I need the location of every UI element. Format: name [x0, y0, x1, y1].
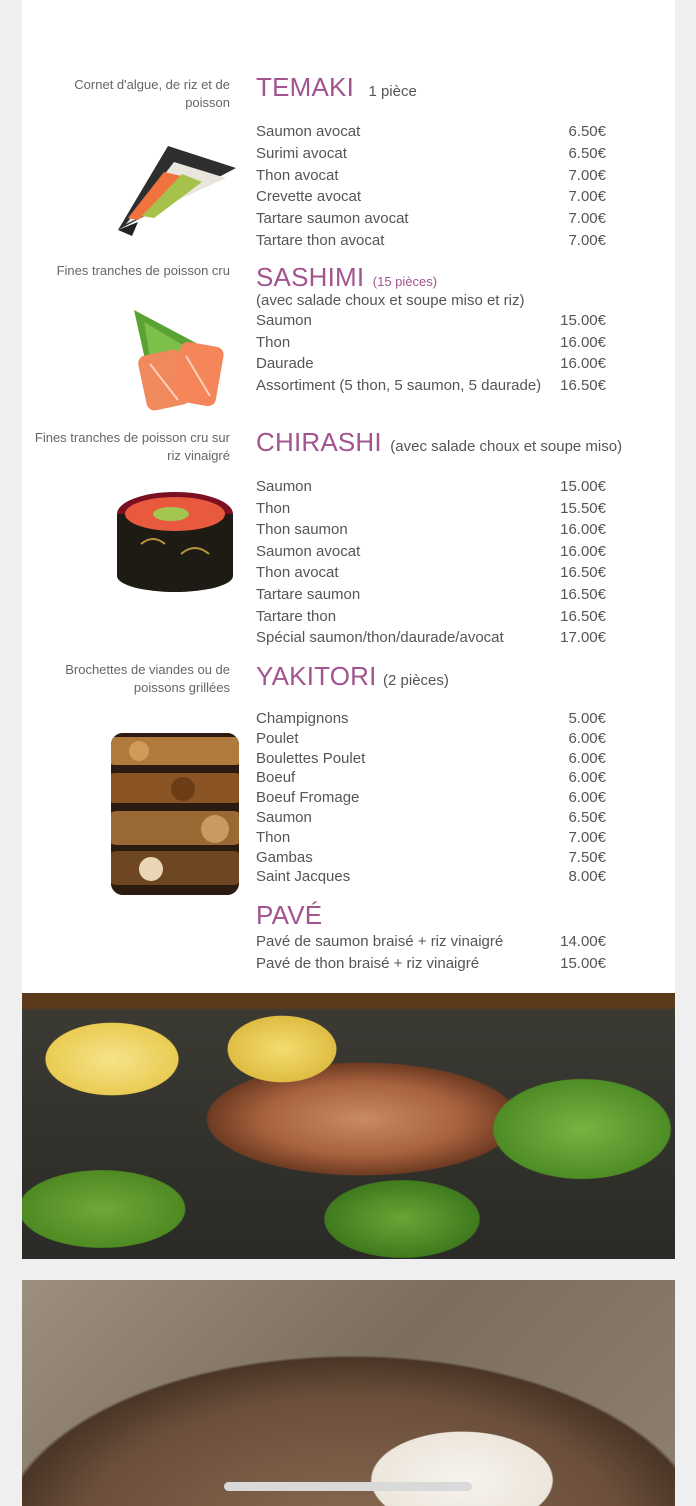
grilled-salmon-photo [22, 1009, 675, 1259]
item-name: Saumon [256, 312, 312, 329]
yakitori-items [256, 710, 606, 888]
menu-item [256, 377, 606, 399]
temaki-header [256, 72, 417, 103]
item-name: Saumon avocat [256, 542, 361, 560]
item-price: 15.00€ [560, 955, 606, 972]
pave-header [256, 900, 322, 931]
item-name: Saumon [256, 478, 312, 495]
menu-page [22, 0, 675, 993]
menu-item [256, 868, 606, 888]
item-price: 6.00€ [568, 769, 606, 787]
item-name: Thon [256, 333, 291, 351]
item-name: Gambas [256, 848, 313, 866]
item-name: Crevette avocat [256, 188, 362, 206]
item-price: 16.50€ [560, 377, 606, 395]
menu-item [256, 586, 606, 608]
item-price: 16.00€ [560, 333, 606, 351]
chirashi-header [256, 427, 622, 458]
menu-item [256, 123, 606, 145]
item-price: 6.00€ [568, 749, 606, 767]
pave-items [256, 933, 606, 977]
yakitori-subtitle: (2 pièces) [383, 672, 449, 689]
item-price: 14.00€ [560, 933, 606, 950]
menu-item [256, 145, 606, 167]
menu-item [256, 334, 606, 356]
item-price: 7.00€ [568, 828, 606, 846]
item-price: 6.50€ [568, 808, 606, 826]
item-name: Poulet [256, 729, 299, 747]
menu-item [256, 210, 606, 232]
menu-item [256, 769, 606, 789]
item-name: Boulettes Poulet [256, 749, 366, 767]
temaki-description: Cornet d'algue, de riz et de poisson [74, 77, 230, 110]
item-name: Assortiment (5 thon, 5 saumon, 5 daurade) [256, 377, 542, 395]
item-name: Thon [256, 499, 291, 517]
chirashi-title: CHIRASHI [256, 427, 382, 457]
item-price: 6.50€ [568, 144, 606, 162]
menu-item [256, 232, 606, 254]
item-price: 6.50€ [568, 123, 606, 140]
item-price: 7.00€ [568, 188, 606, 206]
temaki-items [256, 123, 606, 254]
yakitori-title: YAKITORI [256, 661, 377, 691]
item-price: 6.00€ [568, 729, 606, 747]
item-price: 8.00€ [568, 868, 606, 886]
item-name: Boeuf [256, 769, 296, 787]
item-price: 16.50€ [560, 585, 606, 603]
item-price: 5.00€ [568, 710, 606, 727]
temaki-subtitle: 1 pièce [368, 83, 417, 100]
brown-divider [22, 993, 675, 1009]
item-name: Daurade [256, 355, 314, 373]
menu-item [256, 188, 606, 210]
sashimi-header [256, 262, 437, 293]
item-name: Tartare saumon avocat [256, 210, 409, 228]
temaki-photo [98, 138, 238, 242]
chirashi-subtitle: (avec salade choux et soupe miso) [390, 438, 623, 455]
item-price: 16.00€ [560, 521, 606, 539]
sushi-roll-photo [22, 1280, 675, 1506]
menu-item [256, 543, 606, 565]
item-name: Boeuf Fromage [256, 789, 360, 807]
menu-item [256, 478, 606, 500]
item-name: Tartare thon avocat [256, 231, 385, 249]
menu-item [256, 730, 606, 750]
chirashi-description: Fines tranches de poisson cru sur riz vinaigré [34, 430, 230, 463]
menu-item [256, 849, 606, 869]
sashimi-photo [128, 304, 236, 418]
menu-item [256, 955, 606, 977]
item-price: 16.00€ [560, 355, 606, 373]
menu-item [256, 312, 606, 334]
temaki-title: TEMAKI [256, 72, 354, 102]
item-price: 15.00€ [560, 478, 606, 495]
item-name: Surimi avocat [256, 144, 347, 162]
item-price: 7.00€ [568, 166, 606, 184]
menu-item [256, 500, 606, 522]
sashimi-title: SASHIMI [256, 262, 365, 292]
item-price: 15.50€ [560, 499, 606, 517]
chirashi-photo [111, 484, 239, 594]
item-name: Saumon [256, 808, 312, 826]
menu-item [256, 355, 606, 377]
item-name: Pavé de thon braisé + riz vinaigré [256, 955, 480, 972]
menu-item [256, 750, 606, 770]
item-price: 7.00€ [568, 231, 606, 249]
menu-item [256, 564, 606, 586]
yakitori-header [256, 661, 449, 692]
item-name: Tartare saumon [256, 585, 361, 603]
pave-title: PAVÉ [256, 900, 323, 930]
item-name: Thon avocat [256, 166, 339, 184]
item-name: Thon avocat [256, 564, 339, 582]
sashimi-items [256, 312, 606, 399]
item-price: 6.00€ [568, 789, 606, 807]
item-name: Thon [256, 828, 291, 846]
yakitori-description: Brochettes de viandes ou de poissons grillées [65, 662, 230, 695]
menu-item [256, 608, 606, 630]
item-price: 16.50€ [560, 564, 606, 582]
sashimi-note: (avec salade choux et soupe miso et riz) [256, 292, 525, 309]
yakitori-photo [111, 733, 239, 895]
sashimi-description: Fines tranches de poisson cru [56, 263, 230, 278]
sashimi-subtitle: (15 pièces) [372, 274, 438, 289]
item-price: 15.00€ [560, 312, 606, 329]
item-name: Champignons [256, 710, 349, 727]
menu-item [256, 809, 606, 829]
item-name: Tartare thon [256, 607, 337, 625]
home-indicator[interactable] [224, 1482, 472, 1491]
menu-item [256, 789, 606, 809]
chirashi-items [256, 478, 606, 651]
menu-item [256, 829, 606, 849]
item-name: Thon saumon [256, 521, 348, 539]
menu-item [256, 167, 606, 189]
item-price: 16.50€ [560, 607, 606, 625]
item-name: Saumon avocat [256, 123, 361, 140]
item-price: 17.00€ [560, 629, 606, 647]
item-name: Pavé de saumon braisé + riz vinaigré [256, 933, 504, 950]
item-price: 16.00€ [560, 542, 606, 560]
item-name: Spécial saumon/thon/daurade/avocat [256, 629, 504, 647]
menu-item [256, 521, 606, 543]
menu-item [256, 629, 606, 651]
item-price: 7.00€ [568, 210, 606, 228]
menu-item [256, 710, 606, 730]
menu-item [256, 933, 606, 955]
item-price: 7.50€ [568, 848, 606, 866]
item-name: Saint Jacques [256, 868, 351, 886]
